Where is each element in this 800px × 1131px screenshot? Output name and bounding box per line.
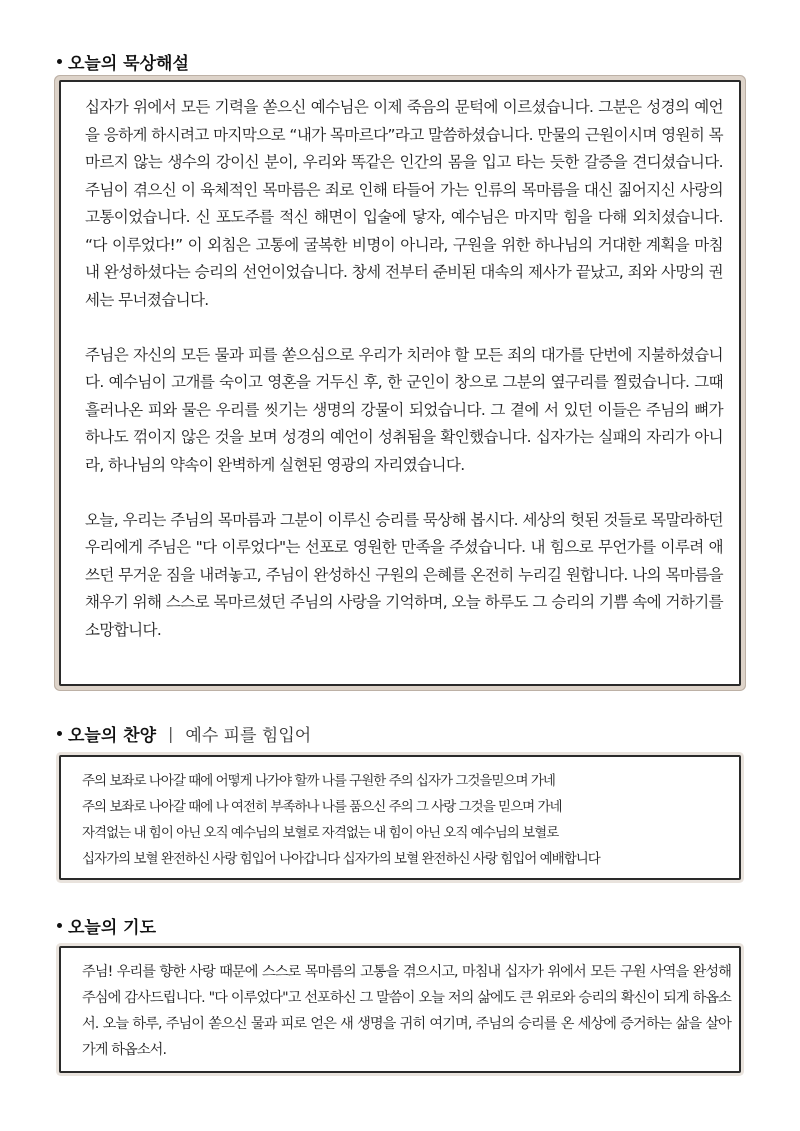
prayer-heading-text: 오늘의 기도: [68, 918, 157, 938]
hymn-lyric-line-2: 주의 보좌로 나아갈 때에 나 여전히 부족하나 나를 품으신 주의 그 사랑 그것을 믿으며 가네: [82, 799, 562, 815]
prayer-heading: [57, 913, 156, 938]
meditation-heading: [57, 49, 189, 74]
hymn-lyric-line-3: 자격없는 내 힘이 아닌 오직 예수님의 보혈로 자격없는 내 힘이 아닌 오직 예수님의 보혈로: [82, 825, 559, 841]
hymn-heading-text: 오늘의 찬양: [68, 726, 157, 746]
hymn-lyric-line-1: 주의 보좌로 나아갈 때에 어떻게 나가야 할까 나를 구원한 주의 십자가 그것을믿으며 가네: [82, 773, 555, 789]
bullet-icon: [57, 923, 62, 928]
hymn-lyrics-box: [59, 755, 741, 880]
prayer-text: 주님! 우리를 향한 사랑 때문에 스스로 목마름의 고통을 겪으시고, 마침내 십자가 위에서 모든 구원 사역을 완성해 주심에 감사드립니다. "다 이루었다"고 선포하신 그 말씀이 오늘 저의 삶에도 큰 위로와 승리의 확신이 되게 하옵소서. 오늘 하루, 주님이 쏟으신 물과 피로 얻은 새 생명을 귀히 여기며, 주님의 승리를 온 세상에 증거하는 삶을 살아가게 하옵소서.: [82, 964, 731, 1058]
meditation-box: [59, 80, 741, 686]
bullet-icon: [57, 731, 62, 736]
hymn-heading: [57, 721, 311, 746]
prayer-box: [59, 946, 741, 1073]
meditation-paragraph-3: 오늘, 우리는 주님의 목마름과 그분이 이루신 승리를 묵상해 봅시다. 세상의 헛된 것들로 목말라하던 우리에게 주님은 "다 이루었다"는 선포로 영원한 만족을 주셨습니다. 내 힘으로 무언가를 이루려 애쓰던 무거운 짐을 내려놓고, 주님이 완성하신 구원의 은혜를 온전히 누리길 원합니다. 나의 목마름을 채우기 위해 스스로 목마르셨던 주님의 사랑을 기억하며, 오늘 하루도 그 승리의 기쁨 속에 거하기를 소망합니다.: [85, 510, 723, 639]
hymn-title: 예수 피를 힘입어: [185, 726, 312, 746]
meditation-heading-text: 오늘의 묵상해설: [68, 54, 189, 74]
meditation-paragraph-2: 주님은 자신의 모든 물과 피를 쏟으심으로 우리가 치러야 할 모든 죄의 대가를 단번에 지불하셨습니다. 예수님이 고개를 숙이고 영혼을 거두신 후, 한 군인이 창으로 그분의 옆구리를 찔렀습니다. 그때 흘러나온 피와 물은 우리를 씻기는 생명의 강물이 되었습니다. 그 곁에 서 있던 이들은 주님의 뼈가 하나도 꺾이지 않은 것을 보며 성경의 예언이 성취됨을 확인했습니다. 십자가는 실패의 자리가 아니라, 하나님의 약속이 완벽하게 실현된 영광의 자리였습니다.: [85, 345, 723, 474]
meditation-paragraph-1: 십자가 위에서 모든 기력을 쏟으신 예수님은 이제 죽음의 문턱에 이르셨습니다. 그분은 성경의 예언을 응하게 하시려고 마지막으로 “내가 목마르다”라고 말씀하셨습니다. 만물의 근원이시며 영원히 목마르지 않는 생수의 강이신 분이, 우리와 똑같은 인간의 몸을 입고 타는 듯한 갈증을 견디셨습니다. 주님이 겪으신 이 육체적인 목마름은 죄로 인해 타들어 가는 인류의 목마름을 대신 짊어지신 사랑의 고통이었습니다. 신 포도주를 적신 해면이 입술에 닿자, 예수님은 마지막 힘을 다해 외치셨습니다. “다 이루었다!” 이 외침은 고통에 굴복한 비명이 아니라, 구원을 위한 하나님의 거대한 계획을 마침내 완성하셨다는 승리의 선언이었습니다. 창세 전부터 준비된 대속의 제사가 끝났고, 죄와 사망의 권세는 무너졌습니다.: [85, 98, 723, 309]
heading-separator: |: [168, 724, 174, 743]
hymn-lyric-line-4: 십자가의 보혈 완전하신 사랑 힘입어 나아갑니다 십자가의 보혈 완전하신 사랑 힘입어 예배합니다: [82, 851, 600, 867]
bullet-icon: [57, 59, 62, 64]
